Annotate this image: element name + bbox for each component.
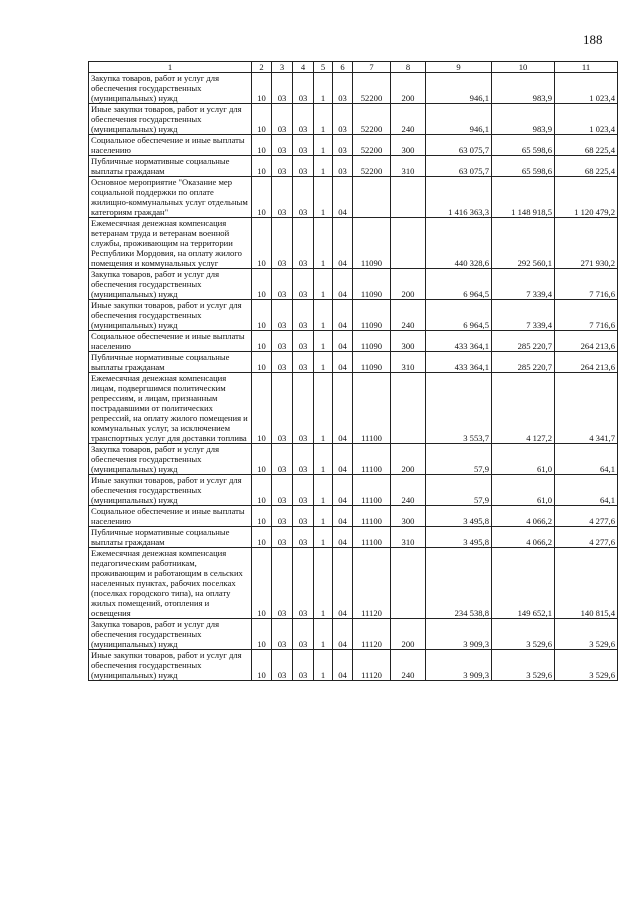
table-row xyxy=(89,444,618,475)
code-cell: 10 xyxy=(252,527,272,548)
code-cell: 04 xyxy=(333,444,353,475)
amount-cell: 433 364,1 xyxy=(426,331,492,352)
code-cell: 1 xyxy=(314,373,333,444)
code-cell: 11120 xyxy=(353,650,391,681)
table-body xyxy=(89,73,618,681)
table-row xyxy=(89,104,618,135)
table-row xyxy=(89,73,618,104)
code-cell: 03 xyxy=(272,177,293,218)
code-cell: 1 xyxy=(314,300,333,331)
code-cell: 03 xyxy=(293,619,314,650)
table-row xyxy=(89,177,618,218)
code-cell: 11100 xyxy=(353,444,391,475)
code-cell: 03 xyxy=(293,135,314,156)
code-cell: 52200 xyxy=(353,104,391,135)
header-cell: 1 xyxy=(89,62,252,73)
code-cell: 1 xyxy=(314,104,333,135)
amount-cell: 946,1 xyxy=(426,73,492,104)
code-cell: 300 xyxy=(391,506,426,527)
item-name-cell: Ежемесячная денежная компенсация лицам, подвергшимся политическим репрессиям, и лицам, признанным пострадавшими от политических репрессий, на оплату жилого помещения и коммунальных услуг, за исключением транспортных услуг для доставки топлива xyxy=(89,373,252,444)
code-cell: 03 xyxy=(293,527,314,548)
code-cell: 11120 xyxy=(353,619,391,650)
table-header-row xyxy=(89,62,618,73)
amount-cell: 57,9 xyxy=(426,444,492,475)
table-row xyxy=(89,619,618,650)
code-cell: 03 xyxy=(272,218,293,269)
code-cell: 03 xyxy=(272,373,293,444)
code-cell: 11100 xyxy=(353,527,391,548)
header-cell: 8 xyxy=(391,62,426,73)
item-name-cell: Закупка товаров, работ и услуг для обеспечения государственных (муниципальных) нужд xyxy=(89,269,252,300)
amount-cell: 3 495,8 xyxy=(426,527,492,548)
amount-cell: 68 225,4 xyxy=(555,135,618,156)
code-cell: 1 xyxy=(314,352,333,373)
code-cell: 03 xyxy=(293,300,314,331)
amount-cell: 433 364,1 xyxy=(426,352,492,373)
amount-cell: 1 148 918,5 xyxy=(492,177,555,218)
code-cell: 03 xyxy=(293,331,314,352)
amount-cell: 4 277,6 xyxy=(555,506,618,527)
code-cell: 240 xyxy=(391,300,426,331)
amount-cell: 1 023,4 xyxy=(555,104,618,135)
code-cell: 04 xyxy=(333,269,353,300)
amount-cell: 3 529,6 xyxy=(555,619,618,650)
table-row xyxy=(89,475,618,506)
budget-table-container xyxy=(88,61,618,681)
code-cell: 300 xyxy=(391,135,426,156)
amount-cell: 3 529,6 xyxy=(555,650,618,681)
amount-cell: 7 716,6 xyxy=(555,269,618,300)
code-cell: 1 xyxy=(314,548,333,619)
code-cell xyxy=(391,548,426,619)
item-name-cell: Основное мероприятие "Оказание мер социальной поддержки по оплате жилищно-коммунальных услуг отдельным категориям граждан" xyxy=(89,177,252,218)
code-cell: 310 xyxy=(391,352,426,373)
code-cell: 04 xyxy=(333,548,353,619)
code-cell: 03 xyxy=(293,104,314,135)
amount-cell: 3 909,3 xyxy=(426,650,492,681)
table-row xyxy=(89,548,618,619)
code-cell: 03 xyxy=(293,548,314,619)
code-cell: 03 xyxy=(272,135,293,156)
code-cell: 03 xyxy=(272,104,293,135)
code-cell: 04 xyxy=(333,352,353,373)
amount-cell: 946,1 xyxy=(426,104,492,135)
table-row xyxy=(89,269,618,300)
table-row xyxy=(89,650,618,681)
code-cell: 310 xyxy=(391,527,426,548)
amount-cell: 285 220,7 xyxy=(492,331,555,352)
amount-cell: 983,9 xyxy=(492,73,555,104)
code-cell: 10 xyxy=(252,373,272,444)
amount-cell: 4 066,2 xyxy=(492,527,555,548)
amount-cell: 4 066,2 xyxy=(492,506,555,527)
code-cell: 10 xyxy=(252,300,272,331)
code-cell: 03 xyxy=(333,104,353,135)
amount-cell: 271 930,2 xyxy=(555,218,618,269)
code-cell: 03 xyxy=(333,73,353,104)
amount-cell: 234 538,8 xyxy=(426,548,492,619)
amount-cell: 983,9 xyxy=(492,104,555,135)
code-cell: 240 xyxy=(391,475,426,506)
item-name-cell: Закупка товаров, работ и услуг для обеспечения государственных (муниципальных) нужд xyxy=(89,619,252,650)
code-cell: 1 xyxy=(314,156,333,177)
code-cell: 1 xyxy=(314,73,333,104)
code-cell xyxy=(391,373,426,444)
code-cell: 11090 xyxy=(353,331,391,352)
code-cell: 1 xyxy=(314,444,333,475)
amount-cell: 7 339,4 xyxy=(492,300,555,331)
code-cell: 300 xyxy=(391,331,426,352)
code-cell: 200 xyxy=(391,619,426,650)
code-cell: 1 xyxy=(314,177,333,218)
code-cell: 04 xyxy=(333,177,353,218)
header-cell: 3 xyxy=(272,62,293,73)
amount-cell: 64,1 xyxy=(555,444,618,475)
code-cell: 03 xyxy=(293,177,314,218)
header-cell: 11 xyxy=(555,62,618,73)
code-cell: 03 xyxy=(272,475,293,506)
code-cell: 10 xyxy=(252,156,272,177)
code-cell: 11100 xyxy=(353,475,391,506)
code-cell xyxy=(353,177,391,218)
header-cell: 2 xyxy=(252,62,272,73)
code-cell: 04 xyxy=(333,527,353,548)
code-cell: 1 xyxy=(314,135,333,156)
item-name-cell: Иные закупки товаров, работ и услуг для обеспечения государственных (муниципальных) нужд xyxy=(89,104,252,135)
amount-cell: 285 220,7 xyxy=(492,352,555,373)
code-cell: 04 xyxy=(333,331,353,352)
code-cell: 03 xyxy=(293,506,314,527)
header-cell: 4 xyxy=(293,62,314,73)
amount-cell: 3 529,6 xyxy=(492,619,555,650)
code-cell: 03 xyxy=(293,269,314,300)
amount-cell: 65 598,6 xyxy=(492,156,555,177)
amount-cell: 4 127,2 xyxy=(492,373,555,444)
amount-cell: 6 964,5 xyxy=(426,269,492,300)
code-cell: 200 xyxy=(391,444,426,475)
code-cell: 1 xyxy=(314,269,333,300)
amount-cell: 63 075,7 xyxy=(426,135,492,156)
page-number: 188 xyxy=(583,32,603,47)
budget-table xyxy=(88,61,618,681)
code-cell: 03 xyxy=(272,548,293,619)
code-cell: 03 xyxy=(272,331,293,352)
code-cell: 03 xyxy=(272,300,293,331)
code-cell: 10 xyxy=(252,444,272,475)
amount-cell: 149 652,1 xyxy=(492,548,555,619)
code-cell: 200 xyxy=(391,269,426,300)
code-cell: 10 xyxy=(252,73,272,104)
amount-cell: 3 495,8 xyxy=(426,506,492,527)
code-cell: 03 xyxy=(333,156,353,177)
item-name-cell: Закупка товаров, работ и услуг для обеспечения государственных (муниципальных) нужд xyxy=(89,73,252,104)
table-row xyxy=(89,506,618,527)
code-cell: 52200 xyxy=(353,73,391,104)
table-row xyxy=(89,156,618,177)
table-row xyxy=(89,218,618,269)
amount-cell: 7 716,6 xyxy=(555,300,618,331)
amount-cell: 4 341,7 xyxy=(555,373,618,444)
item-name-cell: Публичные нормативные социальные выплаты гражданам xyxy=(89,352,252,373)
code-cell: 04 xyxy=(333,650,353,681)
code-cell: 04 xyxy=(333,619,353,650)
code-cell: 03 xyxy=(272,269,293,300)
amount-cell: 61,0 xyxy=(492,475,555,506)
code-cell: 1 xyxy=(314,619,333,650)
code-cell: 10 xyxy=(252,619,272,650)
amount-cell: 61,0 xyxy=(492,444,555,475)
code-cell: 03 xyxy=(272,619,293,650)
code-cell: 1 xyxy=(314,650,333,681)
code-cell: 03 xyxy=(293,373,314,444)
code-cell: 1 xyxy=(314,331,333,352)
amount-cell: 264 213,6 xyxy=(555,352,618,373)
code-cell xyxy=(391,218,426,269)
code-cell: 03 xyxy=(293,156,314,177)
item-name-cell: Социальное обеспечение и иные выплаты населению xyxy=(89,135,252,156)
header-cell: 6 xyxy=(333,62,353,73)
amount-cell: 57,9 xyxy=(426,475,492,506)
code-cell: 10 xyxy=(252,506,272,527)
code-cell: 03 xyxy=(272,527,293,548)
item-name-cell: Ежемесячная денежная компенсация педагогическим работникам, проживающим и работающим в сельских населенных пунктах, рабочих поселках (поселках городского типа), на оплату жилых помещений, отопления и освещения xyxy=(89,548,252,619)
code-cell: 240 xyxy=(391,104,426,135)
code-cell: 03 xyxy=(293,475,314,506)
header-cell: 10 xyxy=(492,62,555,73)
code-cell: 10 xyxy=(252,177,272,218)
code-cell: 10 xyxy=(252,548,272,619)
amount-cell: 440 328,6 xyxy=(426,218,492,269)
item-name-cell: Публичные нормативные социальные выплаты гражданам xyxy=(89,527,252,548)
amount-cell: 1 416 363,3 xyxy=(426,177,492,218)
code-cell: 03 xyxy=(272,506,293,527)
table-row xyxy=(89,331,618,352)
code-cell xyxy=(391,177,426,218)
header-cell: 5 xyxy=(314,62,333,73)
code-cell: 1 xyxy=(314,218,333,269)
amount-cell: 1 023,4 xyxy=(555,73,618,104)
item-name-cell: Закупка товаров, работ и услуг для обеспечения государственных (муниципальных) нужд xyxy=(89,444,252,475)
header-cell: 7 xyxy=(353,62,391,73)
code-cell: 1 xyxy=(314,506,333,527)
item-name-cell: Иные закупки товаров, работ и услуг для обеспечения государственных (муниципальных) нужд xyxy=(89,300,252,331)
amount-cell: 6 964,5 xyxy=(426,300,492,331)
code-cell: 200 xyxy=(391,73,426,104)
code-cell: 52200 xyxy=(353,156,391,177)
code-cell: 10 xyxy=(252,650,272,681)
code-cell: 03 xyxy=(272,650,293,681)
code-cell: 11090 xyxy=(353,352,391,373)
code-cell: 04 xyxy=(333,300,353,331)
item-name-cell: Публичные нормативные социальные выплаты гражданам xyxy=(89,156,252,177)
code-cell: 03 xyxy=(293,352,314,373)
table-row xyxy=(89,300,618,331)
code-cell: 03 xyxy=(333,135,353,156)
code-cell: 1 xyxy=(314,527,333,548)
code-cell: 03 xyxy=(293,218,314,269)
amount-cell: 64,1 xyxy=(555,475,618,506)
item-name-cell: Ежемесячная денежная компенсация ветеранам труда и ветеранам военной службы, проживающим на территории Республики Мордовия, на оплату жилого помещения и коммунальных услуг xyxy=(89,218,252,269)
code-cell: 10 xyxy=(252,331,272,352)
amount-cell: 264 213,6 xyxy=(555,331,618,352)
code-cell: 04 xyxy=(333,218,353,269)
code-cell: 04 xyxy=(333,475,353,506)
item-name-cell: Иные закупки товаров, работ и услуг для обеспечения государственных (муниципальных) нужд xyxy=(89,475,252,506)
table-row xyxy=(89,135,618,156)
code-cell: 03 xyxy=(293,444,314,475)
code-cell: 11100 xyxy=(353,373,391,444)
code-cell: 03 xyxy=(272,73,293,104)
code-cell: 52200 xyxy=(353,135,391,156)
code-cell: 10 xyxy=(252,218,272,269)
code-cell: 10 xyxy=(252,104,272,135)
code-cell: 11090 xyxy=(353,300,391,331)
item-name-cell: Иные закупки товаров, работ и услуг для обеспечения государственных (муниципальных) нужд xyxy=(89,650,252,681)
amount-cell: 3 553,7 xyxy=(426,373,492,444)
amount-cell: 140 815,4 xyxy=(555,548,618,619)
code-cell: 03 xyxy=(272,156,293,177)
code-cell: 11120 xyxy=(353,548,391,619)
code-cell: 10 xyxy=(252,475,272,506)
code-cell: 240 xyxy=(391,650,426,681)
code-cell: 04 xyxy=(333,506,353,527)
item-name-cell: Социальное обеспечение и иные выплаты населению xyxy=(89,506,252,527)
code-cell: 1 xyxy=(314,475,333,506)
table-row xyxy=(89,352,618,373)
amount-cell: 292 560,1 xyxy=(492,218,555,269)
code-cell: 11100 xyxy=(353,506,391,527)
amount-cell: 3 909,3 xyxy=(426,619,492,650)
code-cell: 03 xyxy=(293,650,314,681)
amount-cell: 3 529,6 xyxy=(492,650,555,681)
code-cell: 03 xyxy=(272,444,293,475)
code-cell: 10 xyxy=(252,269,272,300)
amount-cell: 65 598,6 xyxy=(492,135,555,156)
amount-cell: 63 075,7 xyxy=(426,156,492,177)
code-cell: 11090 xyxy=(353,269,391,300)
amount-cell: 1 120 479,2 xyxy=(555,177,618,218)
code-cell: 03 xyxy=(293,73,314,104)
header-cell: 9 xyxy=(426,62,492,73)
code-cell: 11090 xyxy=(353,218,391,269)
table-row xyxy=(89,373,618,444)
code-cell: 310 xyxy=(391,156,426,177)
item-name-cell: Социальное обеспечение и иные выплаты населению xyxy=(89,331,252,352)
amount-cell: 4 277,6 xyxy=(555,527,618,548)
amount-cell: 7 339,4 xyxy=(492,269,555,300)
table-row xyxy=(89,527,618,548)
amount-cell: 68 225,4 xyxy=(555,156,618,177)
code-cell: 04 xyxy=(333,373,353,444)
code-cell: 10 xyxy=(252,352,272,373)
code-cell: 03 xyxy=(272,352,293,373)
code-cell: 10 xyxy=(252,135,272,156)
